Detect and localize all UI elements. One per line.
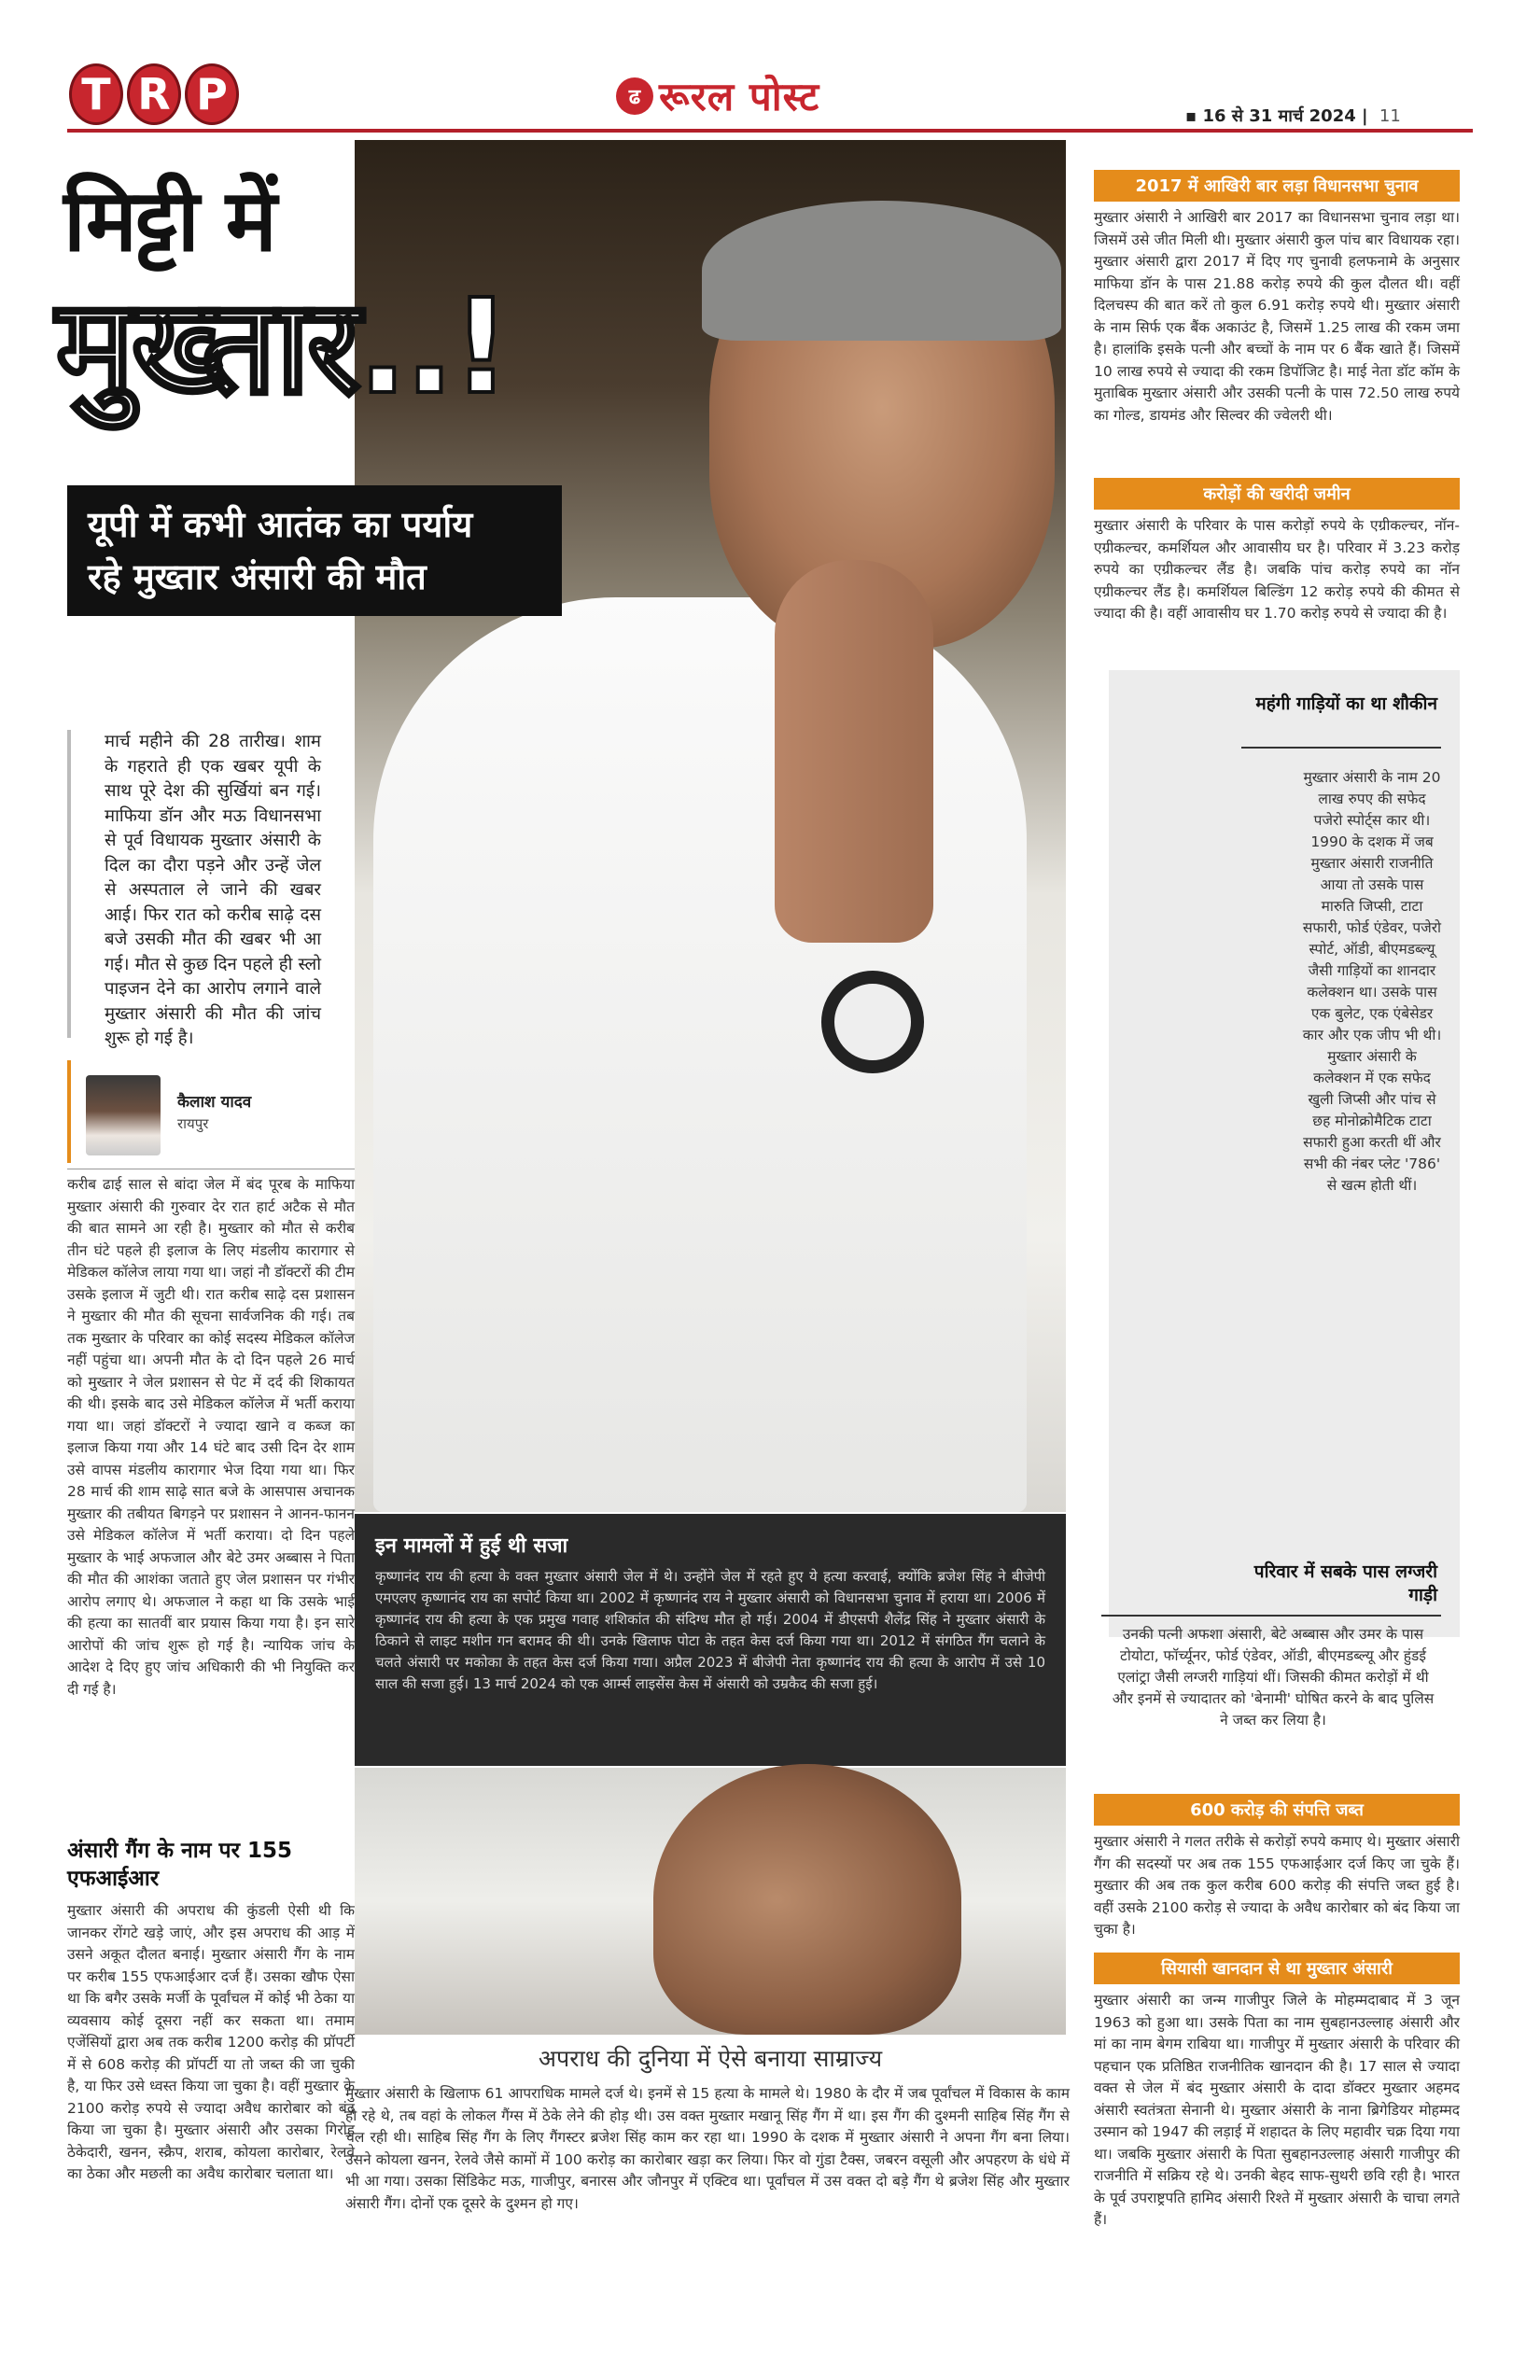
masthead-title: रूरल पोस्ट xyxy=(659,74,820,119)
lead-bar xyxy=(67,730,71,1038)
logo-letter-p: P xyxy=(185,63,239,125)
s1-body: मुख्तार अंसारी ने आखिरी बार 2017 का विधानसभा चुनाव लड़ा था। जिसमें उसे जीत मिली थी। मुख्तार अंसारी कुल पांच बार विधायक रहा। मुख्तार अंसारी द्वारा 2017 में दिए गए चुनावी हलफनामे के अनुसार माफिया डॉन के पास 21.88 करोड़ रुपये की कुल दौलत थी। वहीं दिलचस्प की बात करें तो कुल 6.91 करोड़ रुपये थी। मुख्तार अंसारी के नाम सिर्फ एक बैंक अकाउंट है, जिसमें 1.25 लाख की रकम जमा है। हालांकि इसके पत्नी और बच्चों के नाम पर 6 बैंक खाते हैं। जिसमें 10 लाख रुपये से ज्यादा की रकम डिपॉजिट है। माई नेता डॉट कॉम के मुताबिक मुख्तार अंसारी और उसकी पत्नी के पास 72.50 लाख रुपये का गोल्ड, डायमंड और सिल्वर की ज्वेलरी थी। xyxy=(1094,209,1460,424)
col1-body2: मुख्तार अंसारी की अपराध की कुंडली ऐसी थी कि जानकर रोंगटे खड़े जाएं, और इस अपराध की आड़ में उसने अकूत दौलत बनाई। मुख्तार अंसारी गैंग के नाम पर करीब 155 एफआईआर दर्ज हैं। उसका खौफ ऐसा था कि बगैर उसके मर्जी के पूर्वांचल में कोई भी ठेका या व्यवसाय कोई दूसरा नहीं कर सकता था। तमाम एजेंसियों द्वारा अब तक करीब 1200 करोड़ की प्रॉपर्टी में से 608 करोड़ की प्रॉपर्टी या तो जब्त की जा चुकी है, या फिर उसे ध्वस्त किया जा चुका है। वहीं मुख्तार के 2100 करोड़ रुपये से ज्यादा अवैध कारोबार को बंद किया जा चुका है। मुख्तार अंसारी और उसका गिरोह ठेकेदारी, खनन, स्क्रैप, शराब, कोयला कारोबार, रेलवे का ठेका और मछली का अवैध कारोबार चलाता था। xyxy=(67,1902,355,2182)
cars-rule xyxy=(1241,747,1441,749)
s3-body: मुख्तार अंसारी ने गलत तरीके से करोड़ों रुपये कमाए थे। मुख्तार अंसारी गैंग की सदस्यों पर अब तक 155 एफआईआर दर्ज किए जा चुके हैं। मुख्तार की अब तक कुल करीब 600 करोड़ की संपत्ति जब्त हुई है। वहीं उसके 2100 करोड़ से ज्यादा के अवैध कारोबार को बंद किया जा चुका है। xyxy=(1094,1833,1460,1938)
crime-body: मुख्तार अंसारी के खिलाफ 61 आपराधिक मामले दर्ज थे। इनमें से 15 हत्या के मामले थे। 1980 के दौर में जब पूर्वांचल में विकास के काम हो रहे थे, तब वहां के लोकल गैंग्स में ठेके लेने की होड़ थी। उस वक्त मुख्तार मखानू सिंह गैंग में था। इस गैंग की दुश्मनी साहिब सिंह गैंग से चल रही थी। साहिब सिंह गैंग के लिए गैंगस्टर ब्रजेश सिंह काम कर रहा था। 1990 के दशक में मुख्तार अंसारी ने अपना गैंग बना लिया। उसने कोयला खनन, रेलवे जैसे कामों में 100 करोड़ का कारोबार खड़ा कर लिया। फिर वो गुंडा टैक्स, जबरन वसूली और अपहरण के धंधे में भी आ गया। उसका सिंडिकेट मऊ, गाजीपुर, बनारस और जौनपुर में एक्टिव था। पूर्वांचल में उस वक्त दो बड़े गैंग थे ब्रजेश सिंह और मुख्तार अंसारी गैंग। दोनों एक दूसरे के दुश्मन हो गए। xyxy=(345,2085,1070,2212)
s2-heading: करोड़ों की खरीदी जमीन xyxy=(1094,478,1460,510)
second-photo-face xyxy=(653,1764,961,2035)
trp-logo[interactable] xyxy=(69,63,239,125)
s2-body: मुख्तार अंसारी के परिवार के पास करोड़ों रुपये के एग्रीकल्चर, नॉन-एग्रीकल्चर, कमर्शियल और आवासीय घर है। परिवार में 3.23 करोड़ रुपये का एग्रीकल्चर लैंड है। जबकि पांच करोड़ रुपये का नॉन एग्रीकल्चर लैंड है। कमर्शियल बिल्डिंग 12 करोड़ रुपये की कीमत से ज्यादा की है। वहीं आवासीय घर 1.70 करोड़ रुपये से ज्यादा की है। xyxy=(1094,517,1460,622)
author-accent xyxy=(67,1060,71,1163)
subheadline-box xyxy=(67,485,562,616)
subheadline-line2: रहे मुख्तार अंसारी की मौत xyxy=(88,556,427,597)
col1-heading: अंसारी गैंग के नाम पर 155 एफआईआर xyxy=(67,1839,292,1891)
s3-heading: 600 करोड़ की संपत्ति जब्त xyxy=(1094,1794,1460,1826)
header-rule xyxy=(67,129,1473,133)
cases-body: कृष्णानंद राय की हत्या के वक्त मुख्तार अंसारी जेल में थे। उन्होंने जेल में रहते हुए ये हत्या करवाई, क्योंकि ब्रजेश सिंह ने बीजेपी एमएलए कृष्णानंद राय का सपोर्ट किया था। 2002 में कृष्णानंद राय ने मुख्तार अंसारी को विधानसभा चुनाव में हराया था। 2006 में कृष्णानंद राय की हत्या के एक प्रमुख गवाह शशिकांत की संदिग्ध मौत हो गई। 2004 में डीएसपी शैलेंद्र सिंह ने मुख्तार अंसारी के ठिकाने से लाइट मशीन गन बरामद की थी। उनके खिलाफ पोटा के तहत केस दर्ज किया गया था। 2012 में संगठित गैंग चलाने के चलते अंसारी पर मकोका के तहत केस दर्ज किया गया। अप्रैल 2023 में बीजेपी नेता कृष्णानंद राय की हत्या के आरोप में उसे 10 साल की सजा हुई। 13 मार्च 2024 को एक आर्म्स लाइसेंस केस में अंसारी को उम्रकैद की सजा हुई। xyxy=(375,1568,1045,1692)
cases-heading: इन मामलों में हुई थी सजा xyxy=(375,1534,568,1558)
author-city: रायपुर xyxy=(177,1115,209,1132)
masthead-icon: ढ xyxy=(616,77,653,115)
s1-heading: 2017 में आखिरी बार लड़ा विधानसभा चुनाव xyxy=(1094,170,1460,202)
lead-paragraph: मार्च महीने की 28 तारीख। शाम के गहराते ही एक खबर यूपी के साथ पूरे देश की सुर्खियां बन गई। माफिया डॉन और मऊ विधानसभा से पूर्व विधायक मुख्तार अंसारी के दिल का दौरा पड़ने और उन्हें जेल से अस्पताल ले जाने की खबर आई। फिर रात को करीब साढ़े दस बजे उसकी मौत की खबर भी आ गई। मौत से कुछ दिन पहले ही स्लो पाइजन देने का आरोप लगाने वाले मुख्तार अंसारी की मौत की जांच शुरू हो गई है। xyxy=(105,732,321,1048)
s4-heading: सियासी खानदान से था मुख्तार अंसारी xyxy=(1094,1953,1460,1984)
logo-letter-r: R xyxy=(127,63,181,125)
cases-box xyxy=(355,1514,1066,1766)
family-cars-body: उनकी पत्नी अफशा अंसारी, बेटे अब्बास और उमर के पास टोयोटा, फॉर्च्यूनर, फोर्ड एंडेवर, ऑडी, बीएमडब्ल्यू और हुंडई एलांट्रा जैसी लग्जरी गाड़ियां थीं। जिसकी कीमत करोड़ों में थी और इनमें से ज्यादातर को 'बेनामी' घोषित करने के बाद पुलिस ने जब्त कर लिया है। xyxy=(1112,1626,1435,1729)
crime-caption: अपराध की दुनिया में ऐसे बनाया साम्राज्य xyxy=(538,2045,883,2072)
issue-info xyxy=(1185,105,1401,127)
cars-heading: महंगी गाड़ियों का था शौकीन xyxy=(1255,693,1437,714)
col1-body: करीब ढाई साल से बांदा जेल में बंद पूरब के माफिया मुख्तार अंसारी की गुरुवार देर रात हार्ट अटैक से मौत की बात सामने आ रही है। मुख्तार को मौत से करीब तीन घंटे पहले ही इलाज के लिए मंडलीय कारागार से मेडिकल कॉलेज लाया गया था। जहां नौ डॉक्टरों की टीम उसके इलाज में जुटी थी। रात करीब साढ़े दस प्रशासन ने मुख्तार की मौत की सूचना सार्वजनिक की गई। तब तक मुख्तार के परिवार का कोई सदस्य मेडिकल कॉलेज नहीं पहुंचा था। अपनी मौत के दो दिन पहले 26 मार्च को मुख्तार ने जेल प्रशासन से पेट में दर्द की शिकायत की थी। इसके बाद उसे मेडिकल कॉलेज में भर्ती कराया गया था। जहां डॉक्टरों ने ज्यादा खाने व कब्ज का इलाज किया गया और 14 घंटे बाद उसी दिन देर शाम उसे वापस मंडलीय कारागार भेज दिया गया था। फिर 28 मार्च की शाम साढ़े सात बजे के आसपास अचानक मुख्तार की तबीयत बिगड़ने पर प्रशासन ने आनन-फानन उसे मेडिकल कॉलेज में भर्ती कराया। दो दिन पहले मुख्तार के भाई अफजाल और बेटे उमर अब्बास ने पिता की मौत की आशंका जताते हुए जेल प्रशासन पर गंभीर आरोप लगाए थे। अफजाल ने कहा था कि उसके भाई की हत्या का सातवीं बार प्रयास किया गया है। इन सारे आरोपों की जांच शुरू हो गई है। न्यायिक जांच के आदेश दे दिए हुए जांच अधिकारी की भी नियुक्ति कर दी गई है। xyxy=(67,1176,355,1698)
photo-hair xyxy=(702,201,1061,341)
subheadline-line1: यूपी में कभी आतंक का पर्याय xyxy=(88,504,473,545)
logo-letter-t: T xyxy=(69,63,123,125)
headline-line2: मुख्तार..! xyxy=(56,272,509,424)
page-number: 11 xyxy=(1379,106,1401,126)
headline-line1: मिट्टी में xyxy=(63,171,275,271)
author-avatar xyxy=(86,1075,161,1155)
photo-hands xyxy=(775,560,933,943)
issue-date: ▪ 16 से 31 मार्च 2024 | xyxy=(1185,106,1368,126)
s4-body: मुख्तार अंसारी का जन्म गाजीपुर जिले के मोहम्मदाबाद में 3 जून 1963 को हुआ था। उसके पिता का नाम सुबहानउल्लाह अंसारी और मां का नाम बेगम राबिया था। गाजीपुर में मुख्तार अंसारी के परिवार की पहचान एक प्रतिष्ठित राजनीतिक खानदान की है। 17 साल से ज्यादा वक्त से जेल में बंद मुख्तार अंसारी के दादा डॉक्टर मुख्तार अहमद अंसारी स्वतंत्रता सेनानी थे। मुख्तार अंसारी के नाना ब्रिगेडियर मोहम्मद उस्मान को 1947 की लड़ाई में शहादत के लिए महावीर चक्र दिया गया था। जबकि मुख्तार अंसारी के पिता सुबहानउल्लाह अंसारी गाजीपुर की राजनीति में सक्रिय रहे थे। उनकी बेहद साफ-सुथरी छवि रही है। भारत के पूर्व उपराष्ट्रपति हामिद अंसारी रिश्ते में मुख्तार अंसारी के चाचा लगते हैं। xyxy=(1094,1992,1460,2228)
watch-icon xyxy=(821,971,924,1073)
family-cars-heading: परिवार में सबके पास लग्जरी गाड़ी xyxy=(1253,1561,1437,1605)
cars-body: मुख्तार अंसारी के नाम 20 लाख रुपए की सफेद पजेरो स्पोर्ट्स कार थी। 1990 के दशक में जब मुख्तार अंसारी राजनीति आया तो उसके पास मारुति जिप्सी, टाटा सफारी, फोर्ड एंडेवर, पजेरो स्पोर्ट, ऑडी, बीएमडब्ल्यू जैसी गाड़ियों का शानदार कलेक्शन था। उसके पास एक बुलेट, एक एंबेसेडर कार और एक जीप भी थी। मुख्तार अंसारी के कलेक्शन में एक सफेद खुली जिप्सी और पांच से छह मोनोक्रोमैटिक टाटा सफारी हुआ करती थीं और सभी की नंबर प्लेट '786' से खत्म होती थीं। xyxy=(1302,769,1442,1194)
author-name: कैलाश यादव xyxy=(177,1093,252,1112)
family-cars-rule xyxy=(1101,1615,1441,1617)
masthead[interactable] xyxy=(616,69,819,122)
